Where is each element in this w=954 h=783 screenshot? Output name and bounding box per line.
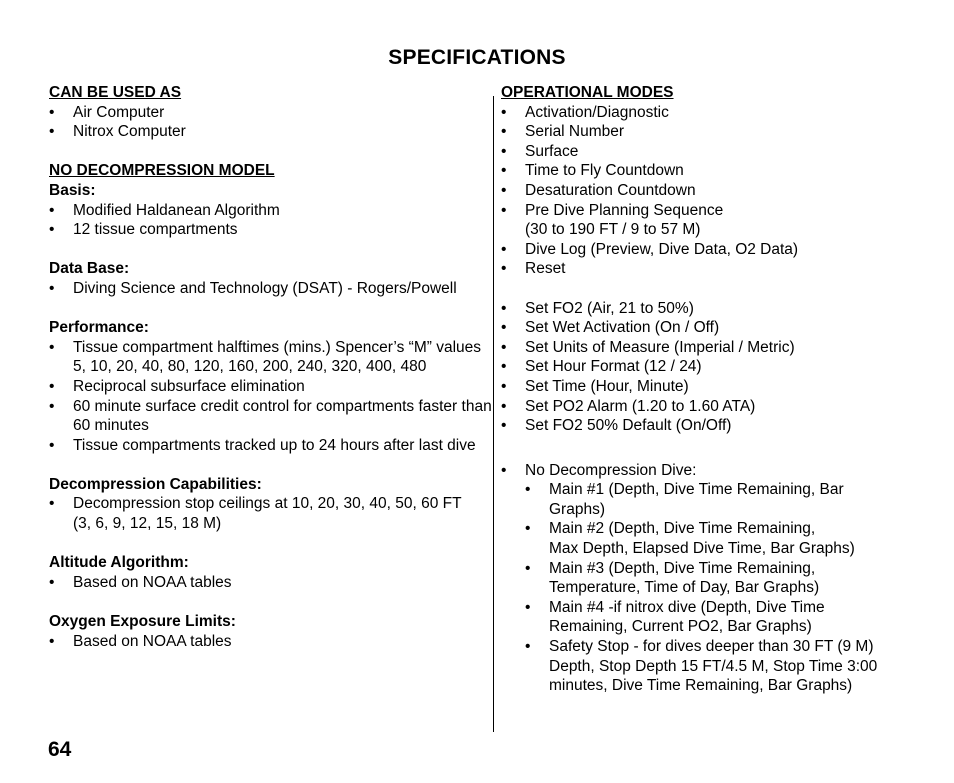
- main2-line1: • Main #2 (Depth, Dive Time Remaining,: [549, 520, 816, 538]
- database-label: Data Base:: [49, 260, 130, 278]
- list-item: • Diving Science and Technology (DSAT) - Rogers/Powell: [49, 279, 494, 299]
- left-column: [49, 83, 494, 651]
- list-item: • Set Hour Format (12 / 24): [501, 357, 921, 377]
- deco-label: Decompression Capabilities:: [49, 475, 262, 493]
- list-item: • Activation/Diagnostic: [501, 103, 921, 123]
- altitude-label: Altitude Algorithm:: [49, 554, 189, 572]
- list-item: • Modified Haldanean Algorithm: [49, 201, 494, 221]
- list-item: • Nitrox Computer: [49, 122, 494, 142]
- performance-list: [49, 338, 494, 456]
- nodeco-label: • No Decompression Dive:: [525, 461, 697, 479]
- list-item: • Set Units of Measure (Imperial / Metric): [501, 338, 921, 358]
- main2-line2: Max Depth, Elapsed Dive Time, Bar Graphs): [549, 540, 855, 558]
- list-item: • Surface: [501, 142, 921, 162]
- list-item: • Set FO2 (Air, 21 to 50%): [501, 299, 921, 319]
- deco-list: [49, 494, 494, 533]
- list-item: • Based on NOAA tables: [49, 573, 494, 593]
- safety-line1: • Safety Stop - for dives deeper than 30 FT (9 M): [549, 638, 874, 656]
- list-item: [525, 559, 921, 598]
- main3-line2: Temperature, Time of Day, Bar Graphs): [549, 579, 820, 597]
- nodeco-list: [501, 461, 921, 696]
- main4-line1: • Main #4 -if nitrox dive (Depth, Dive Time: [549, 598, 825, 616]
- section-heading-model: NO DECOMPRESSION MODEL: [49, 162, 275, 180]
- deco-line2: (3, 6, 9, 12, 15, 18 M): [73, 515, 222, 533]
- list-item: • Tissue compartments tracked up to 24 hours after last dive: [49, 436, 494, 456]
- list-item: • Set FO2 50% Default (On/Off): [501, 416, 921, 436]
- perf-item1-line2: 5, 10, 20, 40, 80, 120, 160, 200, 240, 320, 400, 480: [73, 358, 427, 376]
- list-item: • 12 tissue compartments: [49, 220, 494, 240]
- modes-list: [501, 103, 921, 279]
- main4-line2: Remaining, Current PO2, Bar Graphs): [549, 618, 812, 636]
- deco-line1: • Decompression stop ceilings at 10, 20, 30, 40, 50, 60 FT: [73, 495, 462, 513]
- list-item: [501, 461, 921, 696]
- oxygen-label: Oxygen Exposure Limits:: [49, 613, 236, 631]
- altitude-list: [49, 573, 494, 593]
- list-item: • Desaturation Countdown: [501, 181, 921, 201]
- main1-line2: Graphs): [549, 500, 605, 518]
- perf-item1-line1: • Tissue compartment halftimes (mins.) Spencer’s “M” values: [73, 338, 482, 356]
- list-item: • 60 minute surface credit control for compartments faster than 60 minutes: [49, 397, 494, 436]
- performance-label: Performance:: [49, 319, 149, 337]
- used-as-list: [49, 103, 494, 142]
- predive-line2: (30 to 190 FT / 9 to 57 M): [525, 221, 701, 239]
- database-list: [49, 279, 494, 299]
- settings-list: [501, 299, 921, 436]
- list-item: [49, 494, 494, 533]
- list-item: [49, 338, 494, 377]
- section-heading-used-as: CAN BE USED AS: [49, 84, 182, 101]
- list-item: • Set Time (Hour, Minute): [501, 377, 921, 397]
- list-item: • Set PO2 Alarm (1.20 to 1.60 ATA): [501, 397, 921, 417]
- list-item: [525, 637, 921, 696]
- list-item: [501, 201, 921, 240]
- list-item: • Serial Number: [501, 122, 921, 142]
- main1-line1: • Main #1 (Depth, Dive Time Remaining, Bar: [549, 481, 844, 499]
- basis-label: Basis:: [49, 181, 96, 199]
- list-item: • Dive Log (Preview, Dive Data, O2 Data): [501, 240, 921, 260]
- oxygen-list: [49, 632, 494, 652]
- list-item: [525, 519, 921, 558]
- list-item: [525, 480, 921, 519]
- main3-line1: • Main #3 (Depth, Dive Time Remaining,: [549, 559, 816, 577]
- nodeco-sublist: [525, 480, 921, 696]
- section-heading-modes: OPERATIONAL MODES: [501, 84, 674, 101]
- basis-list: [49, 201, 494, 240]
- list-item: [525, 598, 921, 637]
- page-number: 64: [48, 738, 72, 761]
- list-item: • Reset: [501, 259, 921, 279]
- list-item: • Set Wet Activation (On / Off): [501, 318, 921, 338]
- list-item: • Based on NOAA tables: [49, 632, 494, 652]
- safety-line2: Depth, Stop Depth 15 FT/4.5 M, Stop Time 3:00: [549, 657, 878, 675]
- list-item: • Air Computer: [49, 103, 494, 123]
- right-column: [501, 83, 921, 696]
- column-divider: [493, 96, 494, 732]
- list-item: • Time to Fly Countdown: [501, 161, 921, 181]
- page-title: SPECIFICATIONS: [388, 46, 566, 69]
- safety-line3: minutes, Dive Time Remaining, Bar Graphs): [549, 677, 853, 695]
- predive-line1: • Pre Dive Planning Sequence: [525, 201, 724, 219]
- list-item: • Reciprocal subsurface elimination: [49, 377, 494, 397]
